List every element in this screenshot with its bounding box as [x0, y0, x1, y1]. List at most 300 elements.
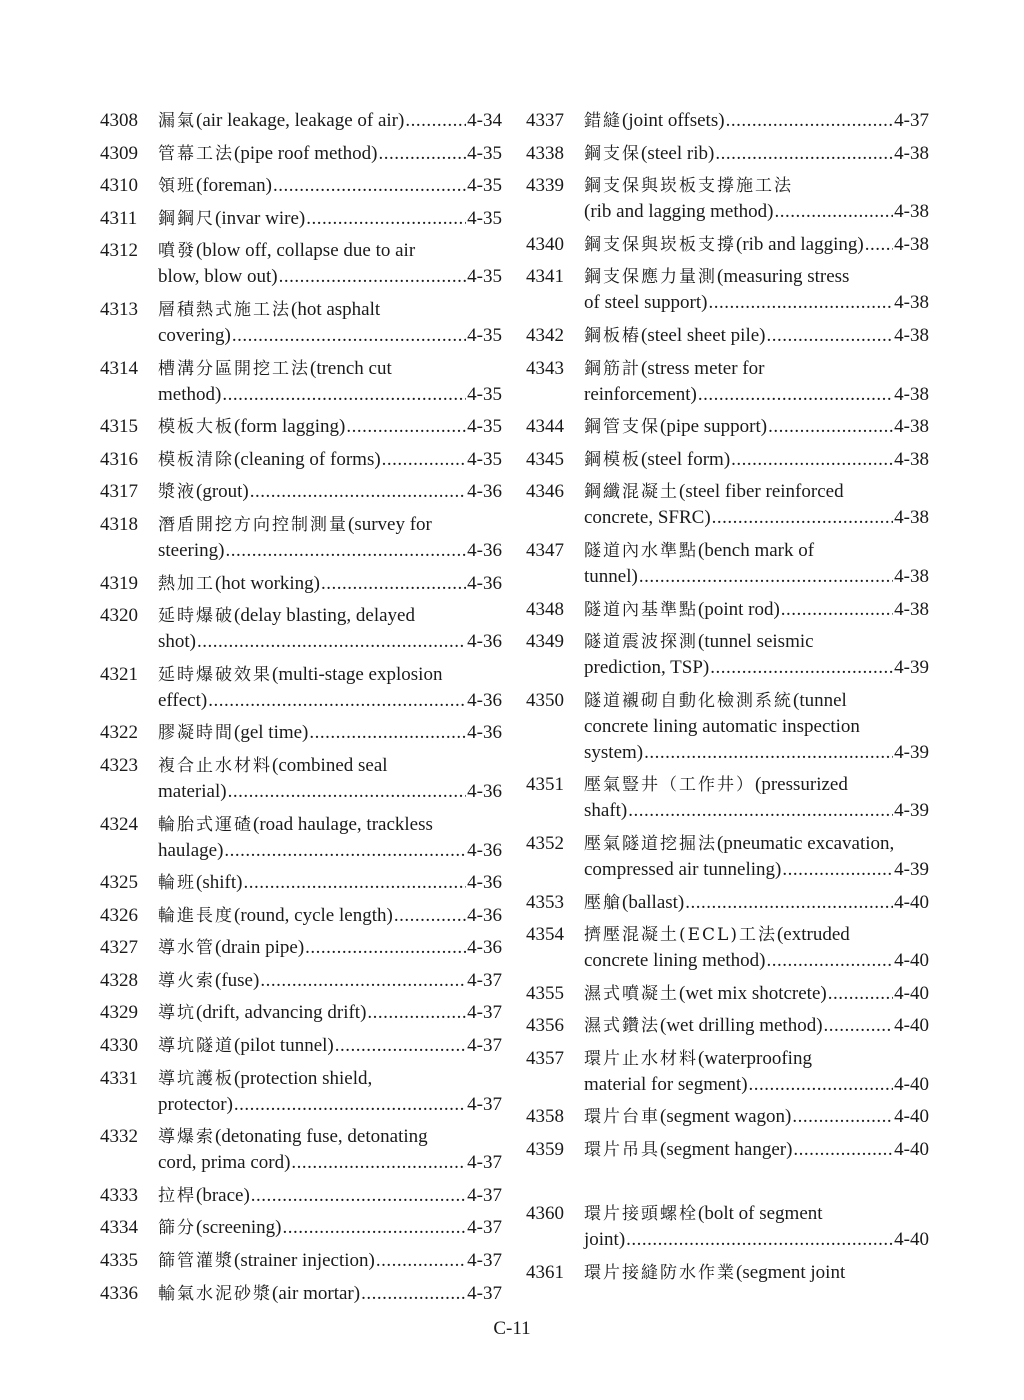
entry-term-english: (tunnel seismic [698, 631, 814, 653]
entry-number: 4314 [100, 357, 138, 379]
dot-leader [749, 1072, 894, 1098]
entry-page-ref: 4-36 [467, 539, 502, 561]
entry-term-english: haulage) [158, 839, 224, 861]
entry-term-english: (rib and lagging method) [584, 201, 774, 223]
index-entry [100, 108, 502, 134]
entry-number: 4342 [526, 324, 564, 346]
entry-line [526, 655, 929, 681]
entry-number: 4312 [100, 240, 138, 262]
entry-line [526, 356, 929, 382]
entry-number: 4360 [526, 1203, 564, 1225]
entry-term [584, 597, 780, 623]
index-entry [100, 297, 502, 349]
entry-term-english: (detonating fuse, detonating [215, 1126, 428, 1148]
entry-term-english: (stress meter for [641, 357, 765, 379]
dot-leader [782, 857, 893, 883]
entry-line [100, 571, 502, 597]
entry-term-english: (ballast) [622, 891, 685, 913]
entry-term-english: (measuring stress [717, 266, 850, 288]
entry-page-ref: 4-40 [894, 982, 929, 1004]
dot-leader [792, 1104, 893, 1130]
entry-line [100, 903, 502, 929]
index-entry [526, 1013, 929, 1039]
entry-term-english: (multi-stage explosion [272, 663, 443, 685]
entry-line [100, 173, 502, 199]
entry-line [526, 890, 929, 916]
entry-term [584, 141, 714, 167]
entry-term-chinese: 導坑護板 [158, 1068, 234, 1089]
entry-page-ref: 4-35 [467, 175, 502, 197]
index-entry [526, 1046, 929, 1098]
entry-line [526, 831, 929, 857]
entry-line [100, 323, 502, 349]
entry-page-ref: 4-38 [894, 598, 929, 620]
entry-term-chinese: 鋼支保應力量測 [584, 267, 717, 288]
entry-term [584, 323, 766, 349]
index-entry [100, 662, 502, 714]
dot-leader [824, 1013, 894, 1039]
entry-term-chinese: 環片止水材料 [584, 1048, 698, 1069]
entry-term-english: (drain pipe) [215, 937, 305, 959]
index-column-right [526, 108, 929, 1292]
entry-page-ref: 4-40 [894, 891, 929, 913]
entry-line [526, 714, 929, 740]
dot-leader [251, 1183, 466, 1209]
index-entry [526, 1260, 929, 1286]
entry-page-ref: 4-39 [894, 657, 929, 679]
entry-line [100, 688, 502, 714]
entry-number: 4355 [526, 982, 564, 1004]
entry-term-english: (point rod) [698, 598, 780, 620]
entry-line [526, 922, 929, 948]
dot-leader [321, 571, 466, 597]
entry-term-chinese: 鋼支保與崁板支撐施工法 [584, 176, 793, 197]
entry-term-chinese: 噴發 [158, 241, 196, 262]
entry-term-english: steering) [158, 539, 225, 561]
entry-term-english: shaft) [584, 800, 628, 822]
dot-leader [382, 447, 467, 473]
dot-leader [379, 141, 467, 167]
index-entry [526, 1137, 929, 1163]
entry-term-chinese: 壓氣隧道挖掘法 [584, 833, 717, 854]
entry-term-english: of steel support) [584, 292, 708, 314]
index-entry [100, 571, 502, 597]
index-entry [100, 414, 502, 440]
dot-leader [197, 629, 466, 655]
entry-number: 4322 [100, 722, 138, 744]
entry-number: 4356 [526, 1015, 564, 1037]
index-entry [526, 108, 929, 134]
entry-number: 4361 [526, 1261, 564, 1283]
entry-term [584, 232, 864, 258]
dot-leader [628, 798, 893, 824]
entry-term [158, 297, 380, 323]
entry-term-english: joint) [584, 1229, 626, 1251]
index-entry [100, 173, 502, 199]
entry-page-ref: 4-35 [467, 266, 502, 288]
entry-page-ref: 4-36 [467, 572, 502, 594]
entry-term [158, 414, 345, 440]
entry-page-ref: 4-37 [467, 1093, 502, 1115]
dot-leader [644, 740, 893, 766]
index-entry [100, 935, 502, 961]
entry-line [100, 108, 502, 134]
dot-leader [335, 1033, 466, 1059]
dot-leader [243, 870, 466, 896]
entry-term [584, 414, 767, 440]
entry-page-ref: 4-38 [894, 565, 929, 587]
entry-line [100, 206, 502, 232]
entry-page-ref: 4-36 [467, 937, 502, 959]
entry-term-english: (drift, advancing drift) [196, 1002, 367, 1024]
entry-number: 4335 [100, 1250, 138, 1272]
entry-number: 4332 [100, 1126, 138, 1148]
entry-number: 4351 [526, 774, 564, 796]
entry-term [584, 108, 725, 134]
entry-line [100, 297, 502, 323]
index-entry [526, 597, 929, 623]
entry-term-chinese: 模板大板 [158, 417, 234, 438]
entry-term [158, 1248, 375, 1274]
entry-term-english: (fuse) [215, 969, 260, 991]
entry-line [526, 479, 929, 505]
entry-term-chinese: 管幕工法 [158, 143, 234, 164]
entry-term-english: (grout) [196, 481, 249, 503]
entry-line [526, 173, 929, 199]
entry-line [100, 238, 502, 264]
entry-term-chinese: 鋼管支保 [584, 417, 660, 438]
entry-line [100, 779, 502, 805]
entry-line [526, 505, 929, 531]
entry-term-chinese: 拉桿 [158, 1185, 196, 1206]
dot-leader [731, 447, 893, 473]
dot-leader [306, 206, 466, 232]
index-entry [100, 1124, 502, 1176]
entry-line [526, 1227, 929, 1253]
dot-leader [781, 597, 893, 623]
entry-number: 4331 [100, 1067, 138, 1089]
entry-page-ref: 4-36 [467, 481, 502, 503]
dot-leader [710, 655, 893, 681]
entry-term [584, 1046, 812, 1072]
entry-term-english: (form lagging) [234, 416, 346, 438]
entry-term [584, 447, 730, 473]
entry-term-english: (delay blasting, delayed [234, 605, 415, 627]
entry-number: 4315 [100, 416, 138, 438]
entry-line [526, 857, 929, 883]
entry-term [158, 935, 304, 961]
entry-line [526, 141, 929, 167]
entry-number: 4313 [100, 298, 138, 320]
entry-number: 4344 [526, 416, 564, 438]
entry-term-chinese: 輪胎式運碴 [158, 814, 253, 835]
entry-number: 4326 [100, 904, 138, 926]
entry-line [100, 753, 502, 779]
entry-term-english: (extruded [776, 924, 850, 946]
entry-term-chinese: 輸氣水泥砂漿 [158, 1283, 272, 1304]
entry-term-chinese: 篩管灌漿 [158, 1251, 234, 1272]
index-entry [100, 512, 502, 564]
entry-term [158, 1033, 334, 1059]
dot-leader [726, 108, 894, 134]
entry-term-english: (air leakage, leakage of air) [196, 110, 405, 131]
entry-line [100, 1124, 502, 1150]
entry-number: 4358 [526, 1106, 564, 1128]
entry-term-chinese: 延時爆破效果 [158, 664, 272, 685]
entry-number: 4317 [100, 481, 138, 503]
entry-term-english: (brace) [196, 1184, 250, 1206]
entry-page-ref: 4-35 [467, 416, 502, 438]
entry-term-english: blow, blow out) [158, 266, 278, 288]
entry-term-chinese: 導水管 [158, 938, 215, 959]
entry-number: 4320 [100, 605, 138, 627]
entry-line [526, 688, 929, 714]
entry-line [100, 538, 502, 564]
entry-line [526, 564, 929, 590]
entry-line [100, 1150, 502, 1176]
entry-line [526, 1104, 929, 1130]
dot-leader [774, 199, 893, 225]
dot-leader [698, 382, 893, 408]
entry-term [584, 479, 844, 505]
entry-term [584, 688, 847, 714]
entry-number: 4321 [100, 663, 138, 685]
entry-page-ref: 4-38 [894, 292, 929, 314]
entry-term-chinese: 槽溝分區開挖工法 [158, 358, 310, 379]
dot-leader [685, 890, 893, 916]
entry-term [584, 981, 827, 1007]
entry-page-ref: 4-38 [894, 201, 929, 223]
entry-term-english: reinforcement) [584, 383, 697, 405]
entry-term-english: tunnel) [584, 565, 638, 587]
entry-line [526, 382, 929, 408]
entry-term-english: (pipe roof method) [234, 142, 378, 164]
entry-page-ref: 4-35 [467, 207, 502, 229]
entry-term [158, 1183, 250, 1209]
entry-term [584, 264, 849, 290]
entry-page-ref: 4-36 [467, 722, 502, 744]
entry-term-english: (steel fiber reinforced [679, 481, 844, 503]
entry-term-english: (screening) [196, 1217, 282, 1239]
entry-term-chinese: 漏氣 [158, 111, 196, 131]
entry-term-english: (round, cycle length) [234, 904, 393, 926]
index-entry [526, 323, 929, 349]
entry-term-chinese: 潛盾開挖方向控制測量 [158, 514, 348, 535]
index-entry [100, 356, 502, 408]
entry-number: 4329 [100, 1002, 138, 1024]
entry-term-english: effect) [158, 689, 208, 711]
entry-number: 4357 [526, 1047, 564, 1069]
entry-term-chinese: 輪進長度 [158, 905, 234, 926]
dot-leader [405, 108, 466, 134]
entry-term-english: (trench cut [310, 357, 392, 379]
entry-line [526, 948, 929, 974]
entry-line [100, 264, 502, 290]
entry-term-english: compressed air tunneling) [584, 858, 782, 880]
entry-line [100, 479, 502, 505]
index-entry [100, 968, 502, 994]
entry-term [584, 173, 793, 199]
entry-number: 4348 [526, 598, 564, 620]
entry-term [158, 238, 415, 264]
entry-term-chinese: 輪班 [158, 873, 196, 894]
index-entry [526, 173, 929, 225]
index-entry [526, 414, 929, 440]
entry-number: 4349 [526, 631, 564, 653]
index-entry [526, 479, 929, 531]
entry-term-english: (segment hanger) [660, 1139, 793, 1161]
entry-page-ref: 4-40 [894, 1015, 929, 1037]
dot-leader [305, 935, 466, 961]
entry-line [526, 740, 929, 766]
entry-term-english: (shift) [196, 872, 243, 894]
dot-leader [715, 141, 893, 167]
entry-page-ref: 4-36 [467, 689, 502, 711]
index-entry [526, 538, 929, 590]
entry-page-ref: 4-37 [894, 110, 929, 131]
entry-page-ref: 4-38 [894, 383, 929, 405]
entry-term-chinese: 導坑 [158, 1003, 196, 1024]
entry-term-english: (gel time) [234, 722, 309, 744]
entry-term [158, 968, 259, 994]
entry-page-ref: 4-38 [894, 507, 929, 529]
entry-term [158, 753, 388, 779]
entry-page-ref: 4-36 [467, 780, 502, 802]
entry-term [584, 1104, 791, 1130]
index-entry [100, 903, 502, 929]
entry-page-ref: 4-40 [894, 1139, 929, 1161]
entry-page-ref: 4-40 [894, 1106, 929, 1128]
entry-page-ref: 4-40 [894, 950, 929, 972]
entry-term-chinese: 濕式鑽法 [584, 1016, 660, 1037]
entry-line [100, 935, 502, 961]
dot-leader [225, 538, 466, 564]
entry-page-ref: 4-35 [467, 324, 502, 346]
index-column-left [100, 108, 502, 1313]
index-entry [100, 1281, 502, 1307]
entry-page-ref: 4-39 [894, 741, 929, 763]
entry-page-ref: 4-39 [894, 800, 929, 822]
entry-term-english: protector) [158, 1093, 233, 1115]
entry-term [584, 772, 848, 798]
index-entry [100, 603, 502, 655]
index-entry [100, 447, 502, 473]
entry-term-chinese: 環片接縫防水作業 [584, 1262, 736, 1283]
index-entry [526, 356, 929, 408]
entry-term [158, 447, 381, 473]
entry-term [584, 1013, 823, 1039]
entry-line [526, 199, 929, 225]
entry-term-chinese: 鋼支保與崁板支撐 [584, 234, 736, 255]
entry-term [158, 720, 308, 746]
entry-term-english: (pressurized [755, 774, 848, 796]
entry-term-chinese: 環片吊具 [584, 1140, 660, 1161]
entry-page-ref: 4-37 [467, 1217, 502, 1239]
entry-line [526, 290, 929, 316]
index-entry [526, 922, 929, 974]
entry-term-chinese: 錯縫 [584, 111, 622, 131]
dot-leader [639, 564, 893, 590]
index-entry [100, 870, 502, 896]
entry-term-english: (hot asphalt [291, 298, 381, 320]
entry-line [100, 812, 502, 838]
index-entry [100, 1215, 502, 1241]
dot-leader [282, 1215, 466, 1241]
entry-term-chinese: 延時爆破 [158, 606, 234, 627]
entry-term-english: (waterproofing [698, 1047, 812, 1069]
index-entry [100, 1000, 502, 1026]
entry-term-chinese: 領班 [158, 176, 196, 197]
entry-term-english: prediction, TSP) [584, 657, 710, 679]
entry-term [158, 173, 272, 199]
entry-number: 4324 [100, 813, 138, 835]
entry-number: 4325 [100, 872, 138, 894]
entry-page-ref: 4-37 [467, 1282, 502, 1304]
entry-term [158, 206, 305, 232]
entry-term-english: (protection shield, [234, 1067, 373, 1089]
entry-term-chinese: 鋼纖混凝土 [584, 482, 679, 503]
entry-term-chinese: 壓艙 [584, 892, 622, 913]
entry-line [100, 447, 502, 473]
entry-term-english: (strainer injection) [234, 1250, 375, 1272]
entry-term-chinese: 環片台車 [584, 1107, 660, 1128]
dot-leader [361, 1281, 466, 1307]
entry-term-english: (wet drilling method) [660, 1015, 823, 1037]
entry-term [158, 870, 242, 896]
entry-term [584, 1137, 792, 1163]
entry-line [100, 1215, 502, 1241]
entry-line [100, 720, 502, 746]
entry-term-chinese: 鋼筋計 [584, 358, 641, 379]
entry-number: 4345 [526, 448, 564, 470]
entry-term-english: (wet mix shotcrete) [679, 982, 827, 1004]
entry-line [526, 447, 929, 473]
entry-number: 4343 [526, 357, 564, 379]
index-entry [100, 238, 502, 290]
entry-term-english: (joint offsets) [622, 110, 725, 131]
entry-term [158, 1215, 281, 1241]
dot-leader [208, 688, 466, 714]
entry-term-chinese: 鋼板樁 [584, 325, 641, 346]
index-entry [526, 890, 929, 916]
entry-term [584, 629, 814, 655]
index-entry [526, 772, 929, 824]
entry-number: 4353 [526, 891, 564, 913]
dot-leader [222, 382, 466, 408]
entry-line [100, 838, 502, 864]
entry-term-english: (foreman) [196, 175, 272, 197]
entry-page-ref: 4-38 [894, 233, 929, 255]
entry-page-ref: 4-37 [467, 1002, 502, 1024]
entry-line [526, 1046, 929, 1072]
entry-line [100, 968, 502, 994]
dot-leader [250, 479, 466, 505]
entry-term-chinese: 壓氣豎井（工作井） [584, 775, 755, 796]
entry-term-english: cord, prima cord) [158, 1152, 291, 1174]
entry-line [100, 870, 502, 896]
entry-term [584, 1260, 845, 1286]
entry-line [100, 141, 502, 167]
entry-term-chinese: 模板清除 [158, 449, 234, 470]
dot-leader [234, 1092, 466, 1118]
entry-term [584, 356, 764, 382]
entry-number: 4337 [526, 110, 564, 131]
entry-line [526, 264, 929, 290]
entry-term-english: (pneumatic excavation, [717, 832, 895, 854]
entry-term-english: (bench mark of [698, 539, 815, 561]
index-entry [526, 264, 929, 316]
entry-number: 4327 [100, 937, 138, 959]
